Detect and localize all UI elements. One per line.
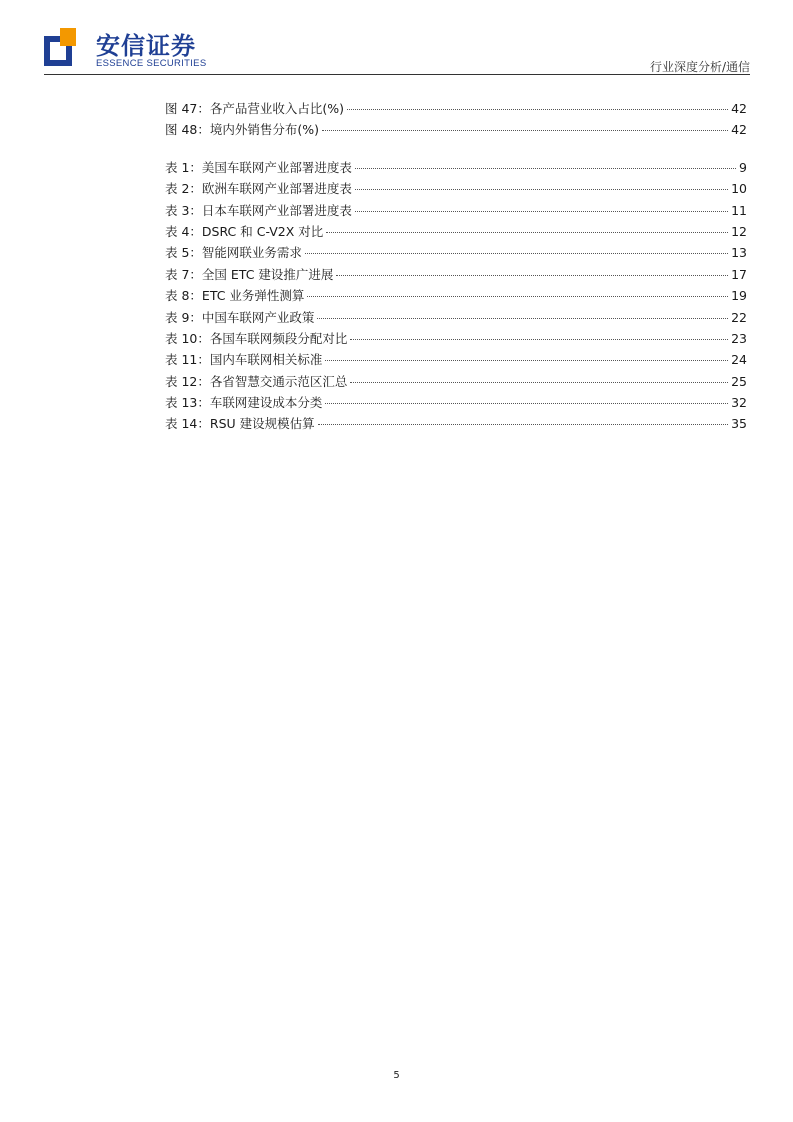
dot-leader bbox=[355, 189, 728, 190]
page-number: 5 bbox=[393, 1070, 400, 1081]
toc-entry-label: 表 13：车联网建设成本分类 bbox=[165, 395, 323, 411]
toc-entry-page: 32 bbox=[731, 395, 747, 411]
toc-entry-label: 表 2：欧洲车联网产业部署进度表 bbox=[165, 181, 352, 197]
toc-entry-label: 表 10：各国车联网频段分配对比 bbox=[165, 330, 348, 346]
toc-entry-table-5[interactable] bbox=[165, 242, 747, 263]
dot-leader bbox=[307, 296, 728, 297]
toc-entry-label: 表 12：各省智慧交通示范区汇总 bbox=[165, 373, 348, 389]
toc-entry-page: 12 bbox=[731, 223, 747, 239]
toc-entry-table-4[interactable] bbox=[165, 221, 747, 242]
dot-leader bbox=[325, 360, 728, 361]
table-of-contents bbox=[165, 98, 747, 435]
toc-entry-table-14[interactable] bbox=[165, 413, 747, 434]
toc-entry-page: 22 bbox=[731, 309, 747, 325]
toc-entry-label: 表 4：DSRC 和 C-V2X 对比 bbox=[165, 223, 324, 239]
essence-logo-icon bbox=[44, 28, 80, 68]
report-category: 行业深度分析/通信 bbox=[649, 60, 750, 74]
section-gap bbox=[165, 141, 747, 157]
toc-entry-table-7[interactable] bbox=[165, 264, 747, 285]
toc-entry-page: 24 bbox=[731, 352, 747, 368]
page-header bbox=[44, 26, 750, 78]
toc-entry-page: 42 bbox=[731, 101, 747, 116]
toc-entry-label: 图 48：境内外销售分布(%) bbox=[165, 122, 320, 138]
toc-entry-page: 25 bbox=[731, 373, 747, 389]
toc-entry-page: 35 bbox=[731, 416, 747, 432]
logo-chinese-name: 安信证券 bbox=[96, 32, 196, 60]
toc-entry-page: 17 bbox=[731, 266, 747, 282]
toc-entry-label: 表 9：中国车联网产业政策 bbox=[165, 309, 315, 325]
toc-entry-label: 表 1：美国车联网产业部署进度表 bbox=[165, 159, 352, 175]
dot-leader bbox=[318, 424, 728, 425]
toc-entry-table-3[interactable] bbox=[165, 200, 747, 221]
toc-entry-page: 10 bbox=[731, 181, 747, 197]
toc-entry-label: 表 7：全国 ETC 建设推广进展 bbox=[165, 266, 334, 282]
toc-entry-page: 23 bbox=[731, 330, 747, 346]
toc-entry-table-10[interactable] bbox=[165, 328, 747, 349]
toc-entry-page: 13 bbox=[731, 245, 747, 261]
toc-entry-table-8[interactable] bbox=[165, 285, 747, 306]
toc-entry-figure-47[interactable] bbox=[165, 98, 747, 119]
dot-leader bbox=[350, 339, 728, 340]
toc-entry-table-12[interactable] bbox=[165, 371, 747, 392]
toc-entry-page: 42 bbox=[731, 122, 747, 138]
dot-leader bbox=[322, 130, 728, 131]
dot-leader bbox=[305, 253, 728, 254]
dot-leader bbox=[350, 382, 728, 383]
toc-entry-label: 表 3：日本车联网产业部署进度表 bbox=[165, 202, 352, 218]
dot-leader bbox=[326, 232, 728, 233]
header-divider bbox=[44, 74, 750, 75]
toc-entry-figure-48[interactable] bbox=[165, 119, 747, 140]
dot-leader bbox=[317, 318, 728, 319]
toc-entry-table-11[interactable] bbox=[165, 349, 747, 370]
dot-leader bbox=[336, 275, 728, 276]
toc-entry-table-2[interactable] bbox=[165, 178, 747, 199]
dot-leader bbox=[355, 211, 728, 212]
dot-leader bbox=[347, 109, 728, 110]
toc-entry-label: 表 11：国内车联网相关标准 bbox=[165, 352, 323, 368]
toc-entry-label: 表 8：ETC 业务弹性测算 bbox=[165, 288, 305, 304]
toc-entry-page: 11 bbox=[731, 202, 747, 218]
toc-entry-label: 表 5：智能网联业务需求 bbox=[165, 245, 302, 261]
logo-english-name: ESSENCE SECURITIES bbox=[96, 58, 207, 69]
toc-entry-label: 表 14：RSU 建设规模估算 bbox=[165, 416, 315, 432]
toc-entry-table-1[interactable] bbox=[165, 157, 747, 178]
dot-leader bbox=[325, 403, 728, 404]
toc-entry-table-13[interactable] bbox=[165, 392, 747, 413]
toc-entry-page: 9 bbox=[739, 159, 747, 175]
toc-entry-label: 图 47：各产品营业收入占比(%) bbox=[165, 101, 345, 116]
dot-leader bbox=[355, 168, 736, 169]
toc-entry-table-9[interactable] bbox=[165, 307, 747, 328]
toc-entry-page: 19 bbox=[731, 288, 747, 304]
